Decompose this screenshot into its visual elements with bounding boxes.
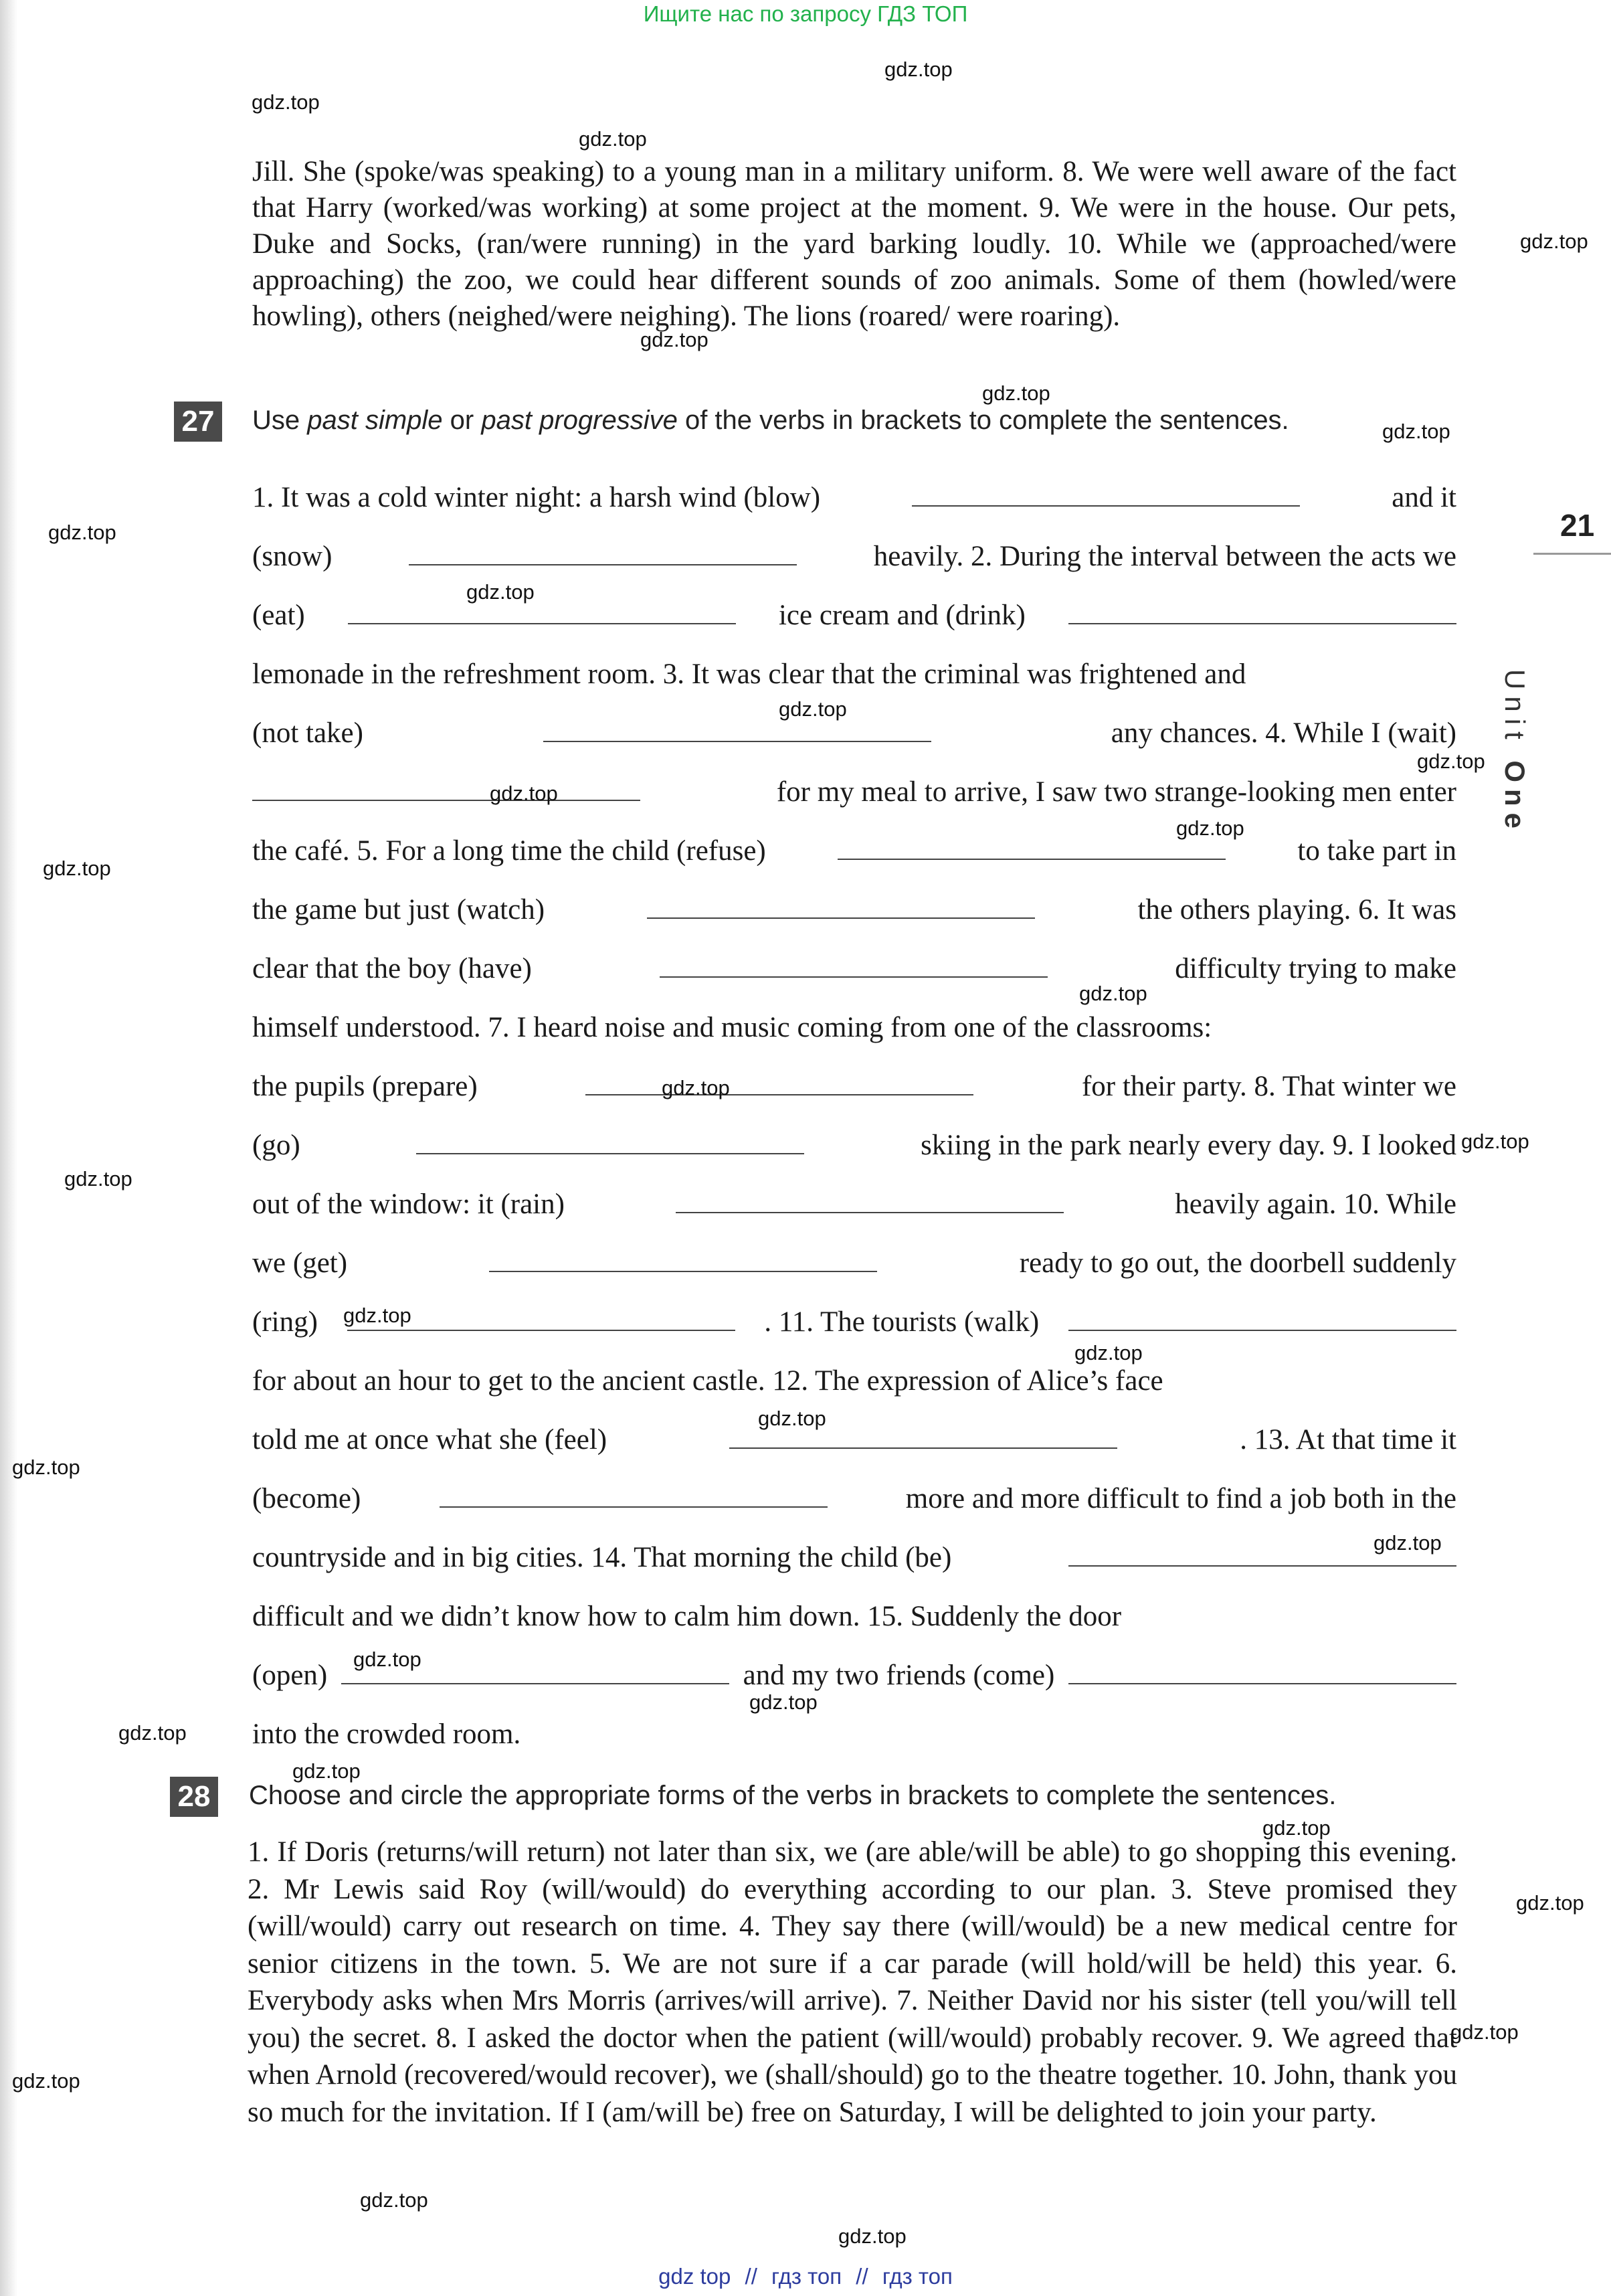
sentence-text: the game but just (watch) [252, 894, 545, 925]
sentence-line [252, 1646, 1456, 1705]
sentence-text: lemonade in the refreshment room. 3. It was clear that the criminal was frightened and [252, 658, 1246, 690]
watermark: gdz.top [1461, 1130, 1529, 1153]
bottom-link-separator: // [856, 2264, 868, 2289]
watermark: gdz.top [292, 1759, 361, 1783]
sentence-line [252, 468, 1456, 527]
answer-blank[interactable] [585, 1093, 973, 1095]
top-banner-link[interactable]: Ищите нас по запросу ГДЗ ТОП [643, 1, 968, 26]
answer-blank[interactable] [1068, 1329, 1456, 1331]
sentence-text: for my meal to arrive, I saw two strange-looking men enter [776, 776, 1456, 808]
sentence-text: (ring) [252, 1306, 318, 1338]
sentence-line [252, 1175, 1456, 1234]
exercise-27-number: 27 [174, 402, 222, 442]
sentence-text: the pupils (prepare) [252, 1071, 478, 1102]
sentence-line [252, 763, 1456, 822]
sentence-text: told me at once what she (feel) [252, 1424, 607, 1455]
sentence-line [252, 527, 1456, 586]
bottom-link-gdz-top-ru[interactable]: гдз топ [882, 2264, 953, 2289]
sentence-text: into the crowded room. [252, 1718, 521, 1750]
answer-blank[interactable] [1068, 1682, 1456, 1684]
watermark: gdz.top [838, 2224, 907, 2248]
sentence-text: and it [1392, 482, 1456, 513]
sentence-line [252, 586, 1456, 645]
sentence-text: ice cream and (drink) [778, 600, 1026, 631]
sentence-text: ready to go out, the doorbell suddenly [1019, 1247, 1456, 1279]
watermark: gdz.top [1520, 230, 1588, 253]
bottom-link-separator: // [745, 2264, 757, 2289]
answer-blank[interactable] [838, 858, 1226, 860]
answer-blank[interactable] [729, 1447, 1117, 1449]
watermark: gdz.top [1176, 816, 1244, 840]
sentence-text: . 13. At that time it [1240, 1424, 1456, 1455]
answer-blank[interactable] [647, 917, 1035, 919]
sentence-line [252, 1411, 1456, 1470]
answer-blank[interactable] [912, 505, 1300, 507]
answer-blank[interactable] [409, 563, 797, 565]
sentence-text: for their party. 8. That winter we [1081, 1071, 1456, 1102]
page-number-rule [1533, 553, 1611, 555]
sentence-text: (open) [252, 1660, 328, 1691]
sentence-line [252, 1116, 1456, 1175]
watermark: gdz.top [1079, 982, 1147, 1005]
sentence-text: difficult and we didn’t know how to calm him down. 15. Suddenly the door [252, 1601, 1122, 1632]
sentence-line [252, 822, 1456, 881]
answer-blank[interactable] [416, 1152, 804, 1154]
answer-blank[interactable] [1068, 622, 1456, 624]
sentence-text: for about an hour to get to the ancient castle. 12. The expression of Alice’s face [252, 1365, 1163, 1397]
watermark: gdz.top [48, 521, 116, 544]
answer-blank[interactable] [341, 1682, 729, 1684]
sentence-text: himself understood. 7. I heard noise and music coming from one of the classrooms: [252, 1012, 1212, 1043]
watermark: gdz.top [1450, 2020, 1519, 2044]
watermark: gdz.top [466, 580, 535, 604]
sentence-text: countryside and in big cities. 14. That morning the child (be) [252, 1542, 952, 1573]
sentence-line [252, 881, 1456, 940]
watermark: gdz.top [1262, 1816, 1331, 1840]
watermark: gdz.top [758, 1407, 826, 1430]
sentence-text: heavily again. 10. While [1175, 1188, 1456, 1220]
watermark: gdz.top [343, 1304, 411, 1327]
answer-blank[interactable] [1068, 1565, 1456, 1567]
sentence-line [252, 1705, 1456, 1764]
sentence-text: . 11. The tourists (walk) [764, 1306, 1040, 1338]
sentence-line [252, 940, 1456, 998]
watermark: gdz.top [353, 1648, 421, 1671]
bottom-link-gdz-top[interactable]: gdz top [658, 2264, 731, 2289]
exercise-28-number: 28 [170, 1777, 218, 1817]
answer-blank[interactable] [660, 976, 1048, 978]
instruction-term-past-progressive: past progressive [481, 406, 678, 435]
exercise-26-paragraph: Jill. She (spoke/was speaking) to a young man in a military uniform. 8. We were well aware of the fact that Harry (worked/was working) at some project at the moment. 9. We were in the house. Our pets, Duke and Socks, (ran/were running) in the yard barking loudly. 10. While we (approached/were approaching) the zoo, we could hear different sounds of zoo animals. Some of them (howled/were howling), others (neighed/were neighing). The lions (roared/ were roaring). [252, 156, 1456, 332]
answer-blank[interactable] [348, 622, 736, 624]
page-edge-shadow [0, 0, 17, 2296]
watermark: gdz.top [640, 328, 708, 351]
bottom-links [0, 2264, 1611, 2289]
page-number: 21 [1560, 508, 1595, 543]
watermark: gdz.top [12, 1455, 80, 1479]
watermark: gdz.top [360, 2188, 428, 2212]
sentence-text: heavily. 2. During the interval between the acts we [873, 541, 1456, 572]
sentence-text: any chances. 4. While I (wait) [1111, 717, 1456, 749]
answer-blank[interactable] [252, 799, 640, 801]
answer-blank[interactable] [440, 1506, 828, 1508]
sentence-text: (snow) [252, 541, 333, 572]
watermark: gdz.top [982, 381, 1050, 405]
watermark: gdz.top [252, 90, 320, 114]
watermark: gdz.top [1516, 1891, 1584, 1915]
sentence-line [252, 998, 1456, 1057]
sentence-line [252, 1528, 1456, 1587]
sentence-text: difficulty trying to make [1175, 953, 1456, 984]
sentence-line [252, 645, 1456, 704]
sentence-line [252, 1057, 1456, 1116]
watermark: gdz.top [64, 1167, 132, 1190]
sentence-text: more and more difficult to find a job both in the [905, 1483, 1456, 1514]
sentence-text: and my two friends (come) [743, 1660, 1055, 1691]
answer-blank[interactable] [676, 1211, 1064, 1213]
sentence-line [252, 1470, 1456, 1528]
watermark: gdz.top [662, 1076, 730, 1099]
watermark: gdz.top [1382, 420, 1450, 443]
exercise-28-paragraph: 1. If Doris (returns/will return) not later than six, we (are able/will be able) to go shopping this evening. 2. Mr Lewis said Roy (will/would) do everything according to our plan. 3. Steve promised they (will/would) carry out research on time. 4. They say there (will/would) be a new medical centre for senior citizens in the town. 5. We are not sure if a car parade (will hold/will be held) this year. 6. Everybody asks when Mrs Morris (arrives/will arrive). 7. Neither David nor his sister (tell you/will tell you) the secret. 8. I asked the doctor when the patient (will/would) probably recover. 9. We agreed that when Arnold (recovered/would recover), we (shall/should) go to the theatre together. 10. John, thank you so much for the invitation. If I (am/will be) free on Saturday, I will be delighted to join your party. [248, 1836, 1457, 2128]
unit-label: Unit One [1499, 669, 1531, 836]
sentence-text: out of the window: it (rain) [252, 1188, 565, 1220]
answer-blank[interactable] [489, 1270, 877, 1272]
sentence-text: to take part in [1297, 835, 1456, 867]
sentence-line [252, 1293, 1456, 1352]
sentence-text: clear that the boy (have) [252, 953, 532, 984]
sentence-line [252, 1587, 1456, 1646]
instruction-term-past-simple: past simple [307, 406, 443, 435]
watermark: gdz.top [490, 782, 558, 805]
watermark: gdz.top [779, 697, 847, 721]
sentence-text: (eat) [252, 600, 305, 631]
sentence-line [252, 1352, 1456, 1411]
watermark: gdz.top [12, 2069, 80, 2093]
sentence-text: (go) [252, 1130, 300, 1161]
watermark: gdz.top [749, 1690, 818, 1714]
watermark: gdz.top [1417, 749, 1485, 773]
answer-blank[interactable] [543, 740, 931, 742]
sentence-text: the café. 5. For a long time the child (refuse) [252, 835, 766, 867]
exercise-28-instruction: Choose and circle the appropriate forms of the verbs in brackets to complete the sentences. [249, 1781, 1337, 1810]
watermark: gdz.top [1074, 1341, 1143, 1364]
watermark: gdz.top [579, 127, 647, 151]
sentence-text: 1. It was a cold winter night: a harsh wind (blow) [252, 482, 821, 513]
bottom-link-gdz-top-ru[interactable]: гдз топ [771, 2264, 842, 2289]
sentence-line [252, 1234, 1456, 1293]
sentence-text: we (get) [252, 1247, 348, 1279]
answer-blank[interactable] [347, 1329, 735, 1331]
exercise-27-instruction: Use past simple or past progressive of the verbs in brackets to complete the sentences. [252, 406, 1289, 435]
watermark: gdz.top [43, 857, 111, 880]
sentence-line [252, 704, 1456, 763]
watermark: gdz.top [884, 58, 953, 81]
watermark: gdz.top [118, 1721, 187, 1745]
sentence-text: (not take) [252, 717, 363, 749]
watermark: gdz.top [1373, 1531, 1442, 1555]
sentence-text: skiing in the park nearly every day. 9. I looked [921, 1130, 1456, 1161]
sentence-text: the others playing. 6. It was [1137, 894, 1456, 925]
sentence-text: (become) [252, 1483, 361, 1514]
